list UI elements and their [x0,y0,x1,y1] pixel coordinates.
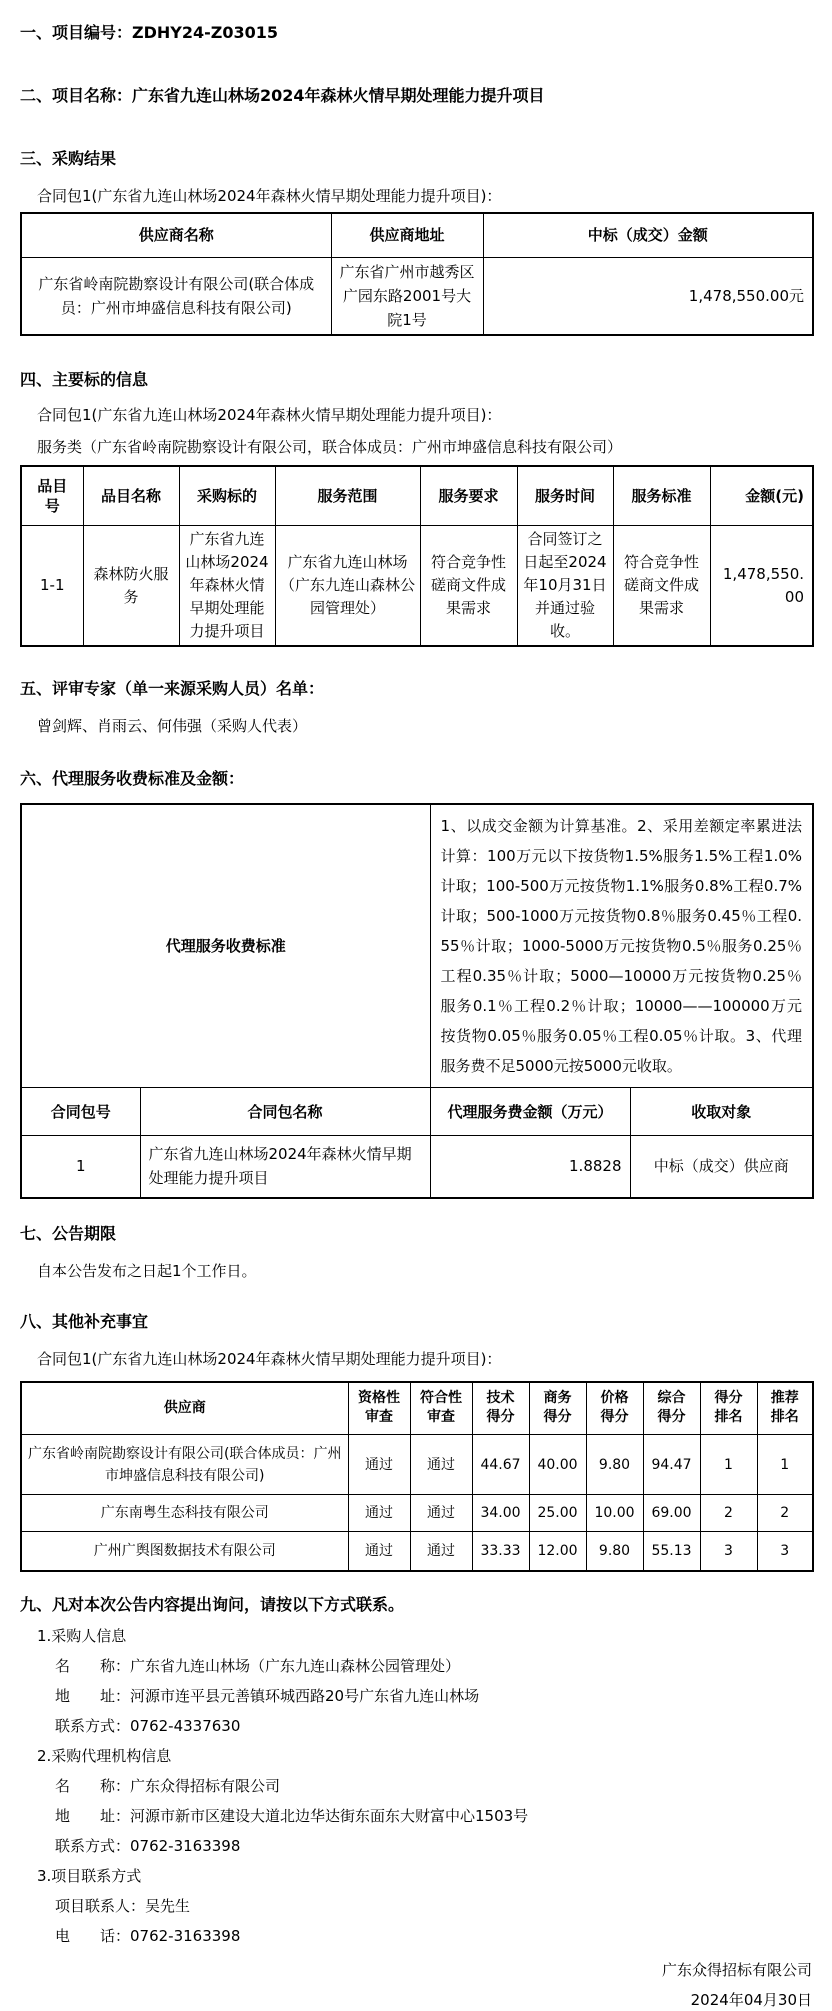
score-conformity: 通过 [410,1532,472,1571]
score-price: 10.00 [586,1495,643,1532]
score-supplier: 广东省岭南院勘察设计有限公司(联合体成员：广州市坤盛信息科技有限公司) [21,1435,348,1495]
score-table-row [21,1435,813,1495]
subject-package-line: 合同包1(广东省九连山林场2024年森林火情早期处理能力提升项目)： [37,405,502,424]
agency-fee-table [20,803,814,1199]
score-col-total-score: 综合得分 [643,1382,700,1435]
procurement-result-heading: 三、采购结果 [20,149,117,168]
item-col-time: 服务时间 [517,466,613,526]
result-table-row [21,257,813,335]
purchaser-info-heading: 1.采购人信息 [37,1626,127,1645]
result-table-header-row [21,213,813,257]
result-col-award-amount: 中标（成交）金额 [483,213,813,257]
project-contact-phone: 电 话：0762-3163398 [55,1926,241,1945]
result-supplier-address: 广东省广州市越秀区广园东路2001号大院1号 [331,257,483,335]
score-business: 25.00 [529,1495,586,1532]
agency-fee-heading: 六、代理服务收费标准及金额： [20,769,245,788]
fee-col-fee-amount: 代理服务费金额（万元） [430,1088,630,1136]
fee-amount: 1.8828 [430,1136,630,1198]
score-conformity: 通过 [410,1495,472,1532]
project-contact-person: 项目联系人：吴先生 [55,1896,191,1915]
score-col-conformity-review: 符合性审查 [410,1382,472,1435]
score-business: 40.00 [529,1435,586,1495]
score-business: 12.00 [529,1532,586,1571]
score-table [20,1381,814,1572]
subject-service-line: 服务类（广东省岭南院勘察设计有限公司，联合体成员：广州市坤盛信息科技有限公司） [37,437,623,456]
footer-date: 2024年04月30日 [690,1990,812,2009]
item-col-scope: 服务范围 [275,466,420,526]
experts-heading: 五、评审专家（单一来源采购人员）名单： [20,679,325,698]
score-qualification: 通过 [348,1532,410,1571]
notice-period-body: 自本公告发布之日起1个工作日。 [37,1261,257,1280]
score-table-row [21,1532,813,1571]
score-conformity: 通过 [410,1435,472,1495]
project-name-heading: 二、项目名称：广东省九连山林场2024年森林火情早期处理能力提升项目 [20,86,545,105]
score-technical: 34.00 [472,1495,529,1532]
score-recommend-rank: 1 [757,1435,813,1495]
item-subject: 广东省九连山林场2024年森林火情早期处理能力提升项目 [179,526,275,647]
result-award-amount: 1,478,550.00元 [483,257,813,335]
score-col-recommend-rank: 推荐排名 [757,1382,813,1435]
score-col-technical-score: 技术得分 [472,1382,529,1435]
score-recommend-rank: 2 [757,1495,813,1532]
item-table [20,465,814,648]
fee-table-row [21,1136,813,1198]
agency-name: 名 称：广东众得招标有限公司 [55,1776,281,1795]
footer-company: 广东众得招标有限公司 [661,1960,812,1979]
fee-col-package-name: 合同包名称 [140,1088,430,1136]
item-col-amount: 金额(元) [710,466,813,526]
item-no: 1-1 [21,526,83,647]
result-package-line: 合同包1(广东省九连山林场2024年森林火情早期处理能力提升项目)： [37,187,502,205]
item-col-item-no: 品目号 [21,466,83,526]
score-price: 9.80 [586,1435,643,1495]
score-total: 69.00 [643,1495,700,1532]
main-subject-heading: 四、主要标的信息 [20,369,149,389]
score-col-qualification-review: 资格性审查 [348,1382,410,1435]
score-rank: 2 [700,1495,757,1532]
item-time: 合同签订之日起至2024年10月31日并通过验收。 [517,526,613,647]
result-table [20,212,814,336]
score-qualification: 通过 [348,1435,410,1495]
item-col-subject: 采购标的 [179,466,275,526]
item-requirement: 符合竞争性磋商文件成果需求 [420,526,517,647]
fee-standard-text: 1、以成交金额为计算基准。2、采用差额定率累进法计算：100万元以下按货物1.5%服务1.5%工程1.0%计取；100-500万元按货物1.1%服务0.8%工程0.7%计取；500-1000万元按货物0.8％服务0.45％工程0.55％计取；1000-5000万元按货物0.5％服务0.25％工程0.35％计取；5000—10000万元按货物0.25％服务0.1％工程0.2％计取；10000——100000万元按货物0.05％服务0.05％工程0.05％计取。3、代理服务费不足5000元按5000元收取。 [430,804,813,1088]
score-qualification: 通过 [348,1495,410,1532]
agency-info-heading: 2.采购代理机构信息 [37,1746,172,1765]
item-scope: 广东省九连山林场（广东九连山森林公园管理处） [275,526,420,647]
item-col-requirement: 服务要求 [420,466,517,526]
score-table-header-row [21,1382,813,1435]
purchaser-address: 地 址：河源市连平县元善镇环城西路20号广东省九连山林场 [55,1686,480,1705]
contact-heading: 九、凡对本次公告内容提出询问，请按以下方式联系。 [20,1594,405,1614]
score-rank: 1 [700,1435,757,1495]
score-col-price-score: 价格得分 [586,1382,643,1435]
fee-standard-label: 代理服务收费标准 [21,804,430,1088]
purchaser-contact: 联系方式：0762-4337630 [55,1716,241,1735]
score-rank: 3 [700,1532,757,1571]
score-total: 94.47 [643,1435,700,1495]
score-supplier: 广州广舆图数据技术有限公司 [21,1532,348,1571]
fee-package-name: 广东省九连山林场2024年森林火情早期处理能力提升项目 [140,1136,430,1198]
item-col-standard: 服务标准 [613,466,710,526]
fee-table-header-row [21,1088,813,1136]
score-table-row [21,1495,813,1532]
fee-col-package-no: 合同包号 [21,1088,140,1136]
score-col-supplier: 供应商 [21,1382,348,1435]
agency-contact: 联系方式：0762-3163398 [55,1836,241,1855]
item-table-row [21,526,813,647]
item-name: 森林防火服务 [83,526,179,647]
item-standard: 符合竞争性磋商文件成果需求 [613,526,710,647]
item-table-header-row [21,466,813,526]
score-col-score-rank: 得分排名 [700,1382,757,1435]
project-contact-heading: 3.项目联系方式 [37,1866,142,1885]
result-col-supplier-name: 供应商名称 [21,213,331,257]
score-price: 9.80 [586,1532,643,1571]
experts-names: 曾剑辉、肖雨云、何伟强（采购人代表） [37,717,308,735]
supplementary-heading: 八、其他补充事宜 [20,1311,149,1331]
item-col-item-name: 品目名称 [83,466,179,526]
score-col-business-score: 商务得分 [529,1382,586,1435]
score-technical: 33.33 [472,1532,529,1571]
fee-package-no: 1 [21,1136,140,1198]
fee-col-payer: 收取对象 [630,1088,813,1136]
score-recommend-rank: 3 [757,1532,813,1571]
agency-address: 地 址：河源市新市区建设大道北边华达街东面东大财富中心1503号 [55,1806,529,1825]
result-col-supplier-address: 供应商地址 [331,213,483,257]
purchaser-name: 名 称：广东省九连山林场（广东九连山森林公园管理处） [55,1656,461,1675]
fee-standard-row [21,804,813,1088]
project-number-heading: 一、项目编号：ZDHY24-Z03015 [20,23,279,42]
fee-payer: 中标（成交）供应商 [630,1136,813,1198]
result-supplier-name: 广东省岭南院勘察设计有限公司(联合体成员：广州市坤盛信息科技有限公司) [21,257,331,335]
notice-period-heading: 七、公告期限 [20,1223,117,1243]
supplementary-package-line: 合同包1(广东省九连山林场2024年森林火情早期处理能力提升项目)： [37,1349,502,1368]
score-technical: 44.67 [472,1435,529,1495]
score-supplier: 广东南粤生态科技有限公司 [21,1495,348,1532]
item-amount: 1,478,550.00 [710,526,813,647]
score-total: 55.13 [643,1532,700,1571]
